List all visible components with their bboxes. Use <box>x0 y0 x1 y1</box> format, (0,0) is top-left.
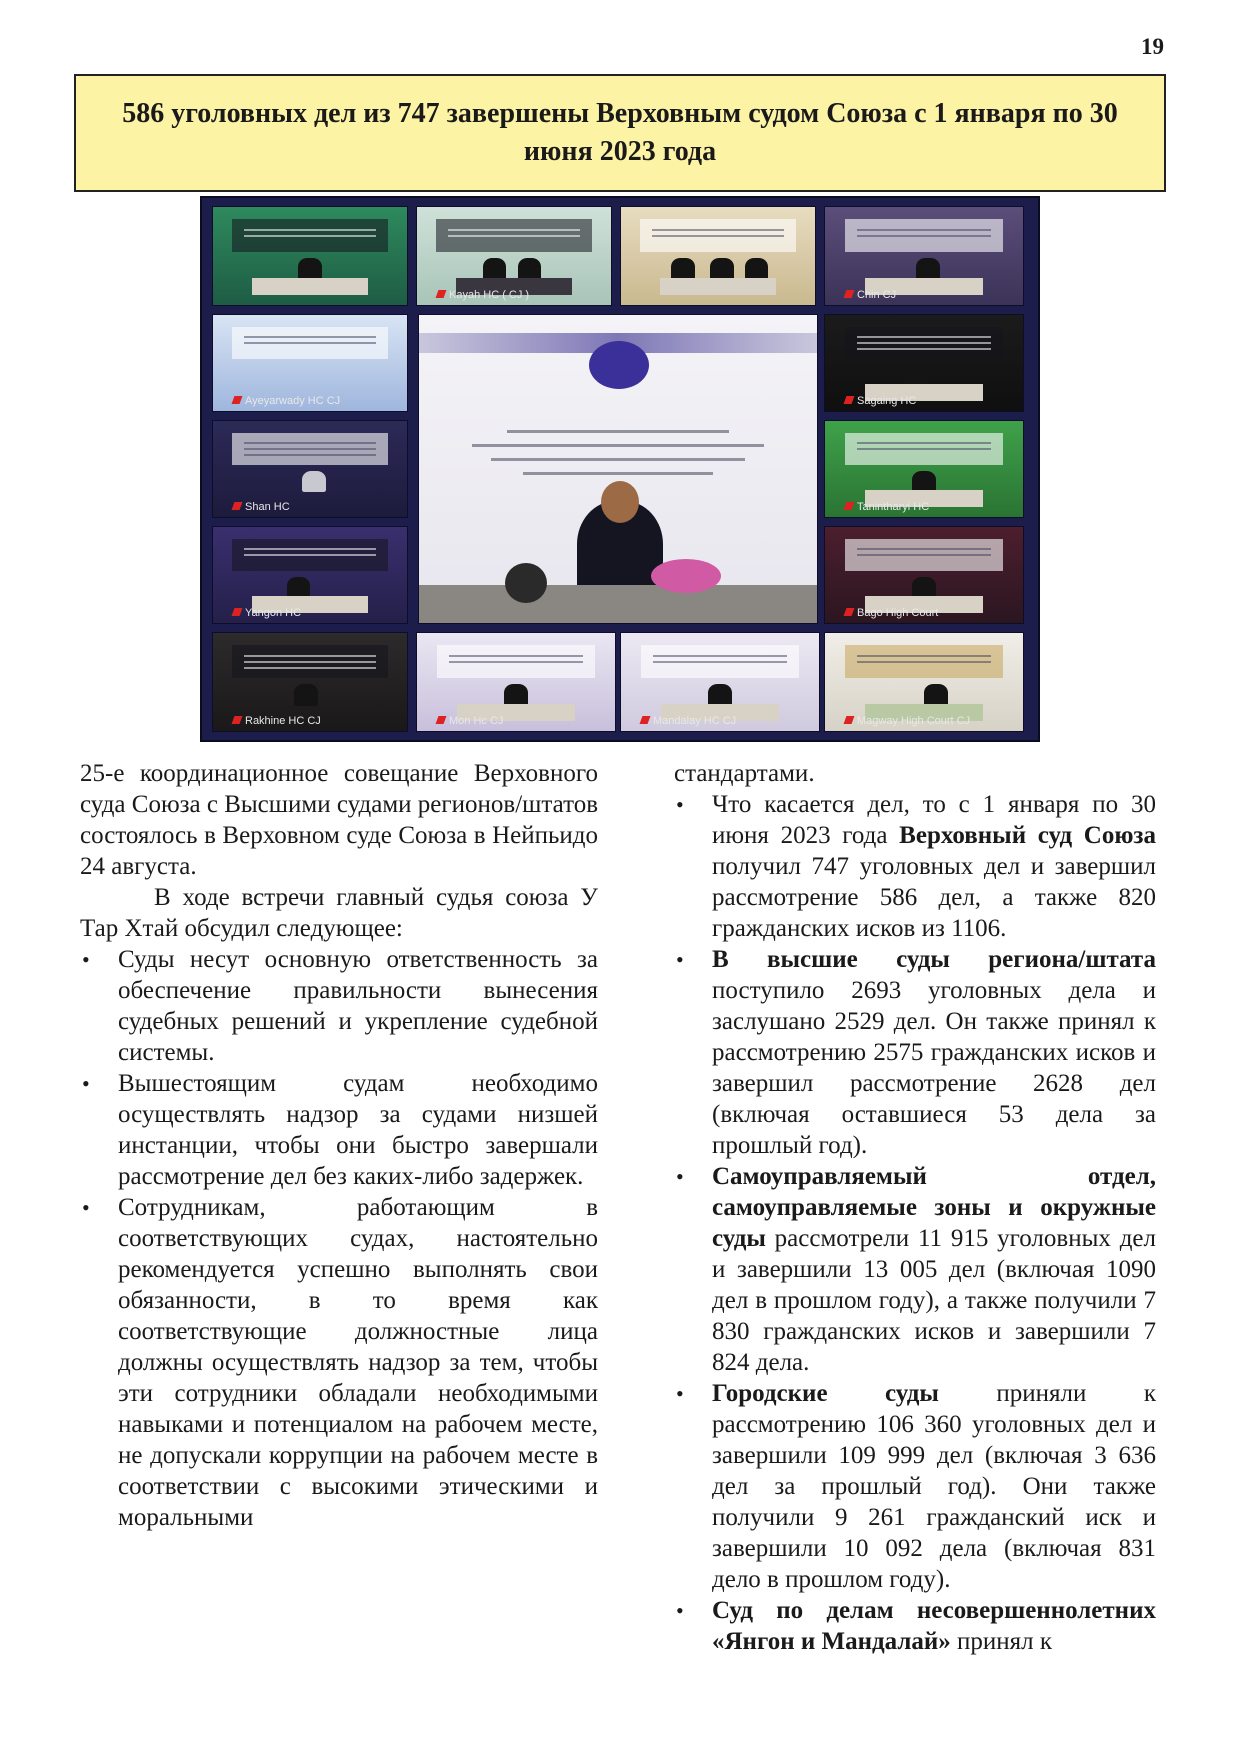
list-item: • Городские суды приняли к рассмотрению 106 360 уголовных дел и завершили 109 999 дел (включая 3 636 дел за прошлый год). Они также получили 9 261 гражданский иск и завершили 10 092 дела (включая 831 дело в прошлом году). <box>674 1378 1156 1595</box>
photo-tile <box>212 632 408 732</box>
bold-text: Самоуправляемый отдел, самоуправляемые зоны и окружные суды <box>712 1163 1156 1252</box>
bold-text: В высшие суды региона/штата <box>712 946 1156 973</box>
tile-label: Mon Hc CJ <box>437 715 503 727</box>
photo-tile <box>824 420 1024 518</box>
tile-label: Shan HC <box>233 501 290 513</box>
bold-text: Городские суды <box>712 1380 939 1407</box>
continued-text: стандартами. <box>674 760 815 787</box>
lead-paragraph: В ходе встречи главный судья союза У Тар Хтай обсудил следующее: <box>80 884 598 942</box>
photo-tile <box>212 206 408 306</box>
list-item: • Сотрудникам, работающим в соответствующих судах, настоятельно рекомендуется успешно выполнять свои обязанности, в то время как соответствующие должностные лица должны осуществлять надзор за тем, чтобы эти сотрудники обладали необходимыми навыками и потенциалом на рабочем месте, не допускали коррупции на рабочем месте в соответствии с высокими этическими и моральными <box>80 1192 598 1533</box>
tile-label: Tanintharyi HC <box>845 501 929 513</box>
photo-tile <box>824 314 1024 412</box>
main-speaker-tile <box>418 314 818 624</box>
photo-tile <box>416 206 612 306</box>
left-text-column <box>80 758 598 1533</box>
list-item: • Суды несут основную ответственность за обеспечение правильности вынесения судебных решений и укрепление судебной системы. <box>80 944 598 1068</box>
video-conference-photo <box>200 196 1040 742</box>
article-title-box <box>74 74 1166 192</box>
tile-label: Sagaing HC <box>845 395 916 407</box>
tile-label: Mandalay HC CJ <box>641 715 736 727</box>
intro-paragraph: 25-е координационное совещание Верховного суда Союза с Высшими судами регионов/штатов состоялось в Верховном суде Союза в Нейпьидо 24 августа. <box>80 760 598 880</box>
list-item: • Что касается дел, то с 1 января по 30 июня 2023 года Верховный суд Союза получил 747 уголовных дел и завершил рассмотрение 586 дел, а также 820 гражданских исков из 1106. <box>674 789 1156 944</box>
photo-tile <box>620 206 816 306</box>
tile-label: Bago High Court <box>845 607 938 619</box>
list-item: • Самоуправляемый отдел, самоуправляемые зоны и окружные суды рассмотрели 11 915 уголовных дел и завершили 13 005 дел (включая 1090 дел в прошлом году), а также получили 7 830 гражданских исков и завершили 7 824 дела. <box>674 1161 1156 1378</box>
photo-tile <box>416 632 616 732</box>
tile-label: Yangon HC <box>233 607 301 619</box>
photo-tile <box>824 526 1024 624</box>
tile-label: Rakhine HC CJ <box>233 715 321 727</box>
list-item: • Вышестоящим судам необходимо осуществлять надзор за судами низшей инстанции, чтобы они быстро завершали рассмотрение дел без каких-либо задержек. <box>80 1068 598 1192</box>
photo-tile <box>212 526 408 624</box>
list-item: • Суд по делам несовершеннолетних «Янгон и Мандалай» принял к <box>674 1595 1156 1657</box>
bullet-list <box>80 944 598 1533</box>
photo-tile <box>824 632 1024 732</box>
photo-tile <box>620 632 820 732</box>
tile-label: Chin CJ <box>845 289 896 301</box>
page-number: 19 <box>1141 34 1164 59</box>
tile-label: Kayah HC ( CJ ) <box>437 289 529 301</box>
article-title: 586 уголовных дел из 747 завершены Верховным судом Союза с 1 января по 30 июня 2023 года <box>122 98 1118 167</box>
bold-text: Суд по делам несовершеннолетних «Янгон и Мандалай» <box>712 1597 1156 1655</box>
bold-text: Верховный суд Союза <box>899 822 1156 849</box>
tile-label: Magway High Court CJ <box>845 715 970 727</box>
photo-tile <box>212 420 408 518</box>
list-item: • В высшие суды региона/штата поступило 2693 уголовных дела и заслушано 2529 дел. Он также принял к рассмотрению 2575 гражданских исков и завершил рассмотрение 2628 дел (включая оставшиеся 53 дела за прошлый год). <box>674 944 1156 1161</box>
photo-tile <box>824 206 1024 306</box>
bullet-list <box>674 789 1156 1657</box>
right-text-column <box>674 758 1156 1657</box>
tile-label: Ayeyarwady HC CJ <box>233 395 340 407</box>
photo-tile <box>212 314 408 412</box>
